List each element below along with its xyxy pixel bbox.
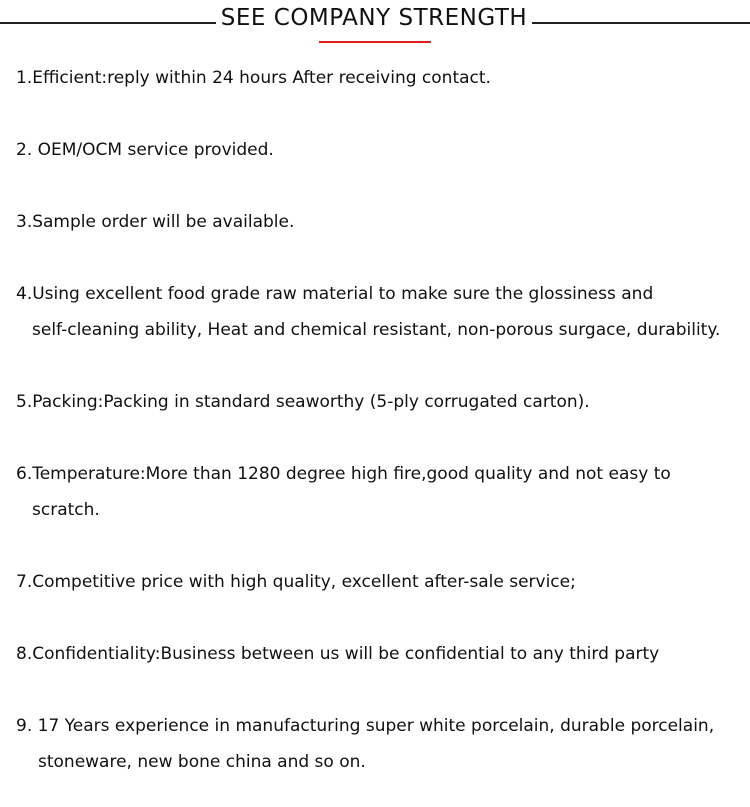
list-item — [16, 384, 590, 420]
list-item — [16, 708, 714, 780]
list-item-line: 6.Temperature:More than 1280 degree high fire,good quality and not easy to — [16, 464, 671, 484]
list-item-line: 1.Efficient:reply within 24 hours After receiving contact. — [16, 68, 491, 88]
list-item — [16, 132, 274, 168]
list-item — [16, 636, 659, 672]
list-item-line: 9. 17 Years experience in manufacturing super white porcelain, durable porcelain, — [16, 716, 715, 736]
list-item-line: 4.Using excellent food grade raw material to make sure the glossiness and — [16, 284, 654, 304]
list-item-line: stoneware, new bone china and so on. — [38, 752, 366, 772]
section-title: SEE COMPANY STRENGTH — [220, 5, 528, 31]
list-item — [16, 204, 294, 240]
header-rule-right — [532, 22, 750, 24]
list-item-line: 3.Sample order will be available. — [16, 212, 295, 232]
list-item-line: self-cleaning ability, Heat and chemical resistant, non-porous surgace, durability. — [32, 320, 721, 340]
title-accent-underline — [319, 41, 431, 43]
list-item-line: 2. OEM/OCM service provided. — [16, 140, 274, 160]
list-item-line: 8.Confidentiality:Business between us will be confidential to any third party — [16, 644, 660, 664]
list-item-line: scratch. — [32, 500, 100, 520]
list-item-line: 7.Competitive price with high quality, excellent after-sale service; — [16, 572, 576, 592]
list-item — [16, 456, 671, 528]
list-item — [16, 60, 491, 96]
header-rule-left — [0, 22, 216, 24]
section-header — [0, 0, 750, 48]
list-item — [16, 564, 576, 600]
list-item — [16, 276, 720, 348]
list-item-line: 5.Packing:Packing in standard seaworthy (5-ply corrugated carton). — [16, 392, 590, 412]
